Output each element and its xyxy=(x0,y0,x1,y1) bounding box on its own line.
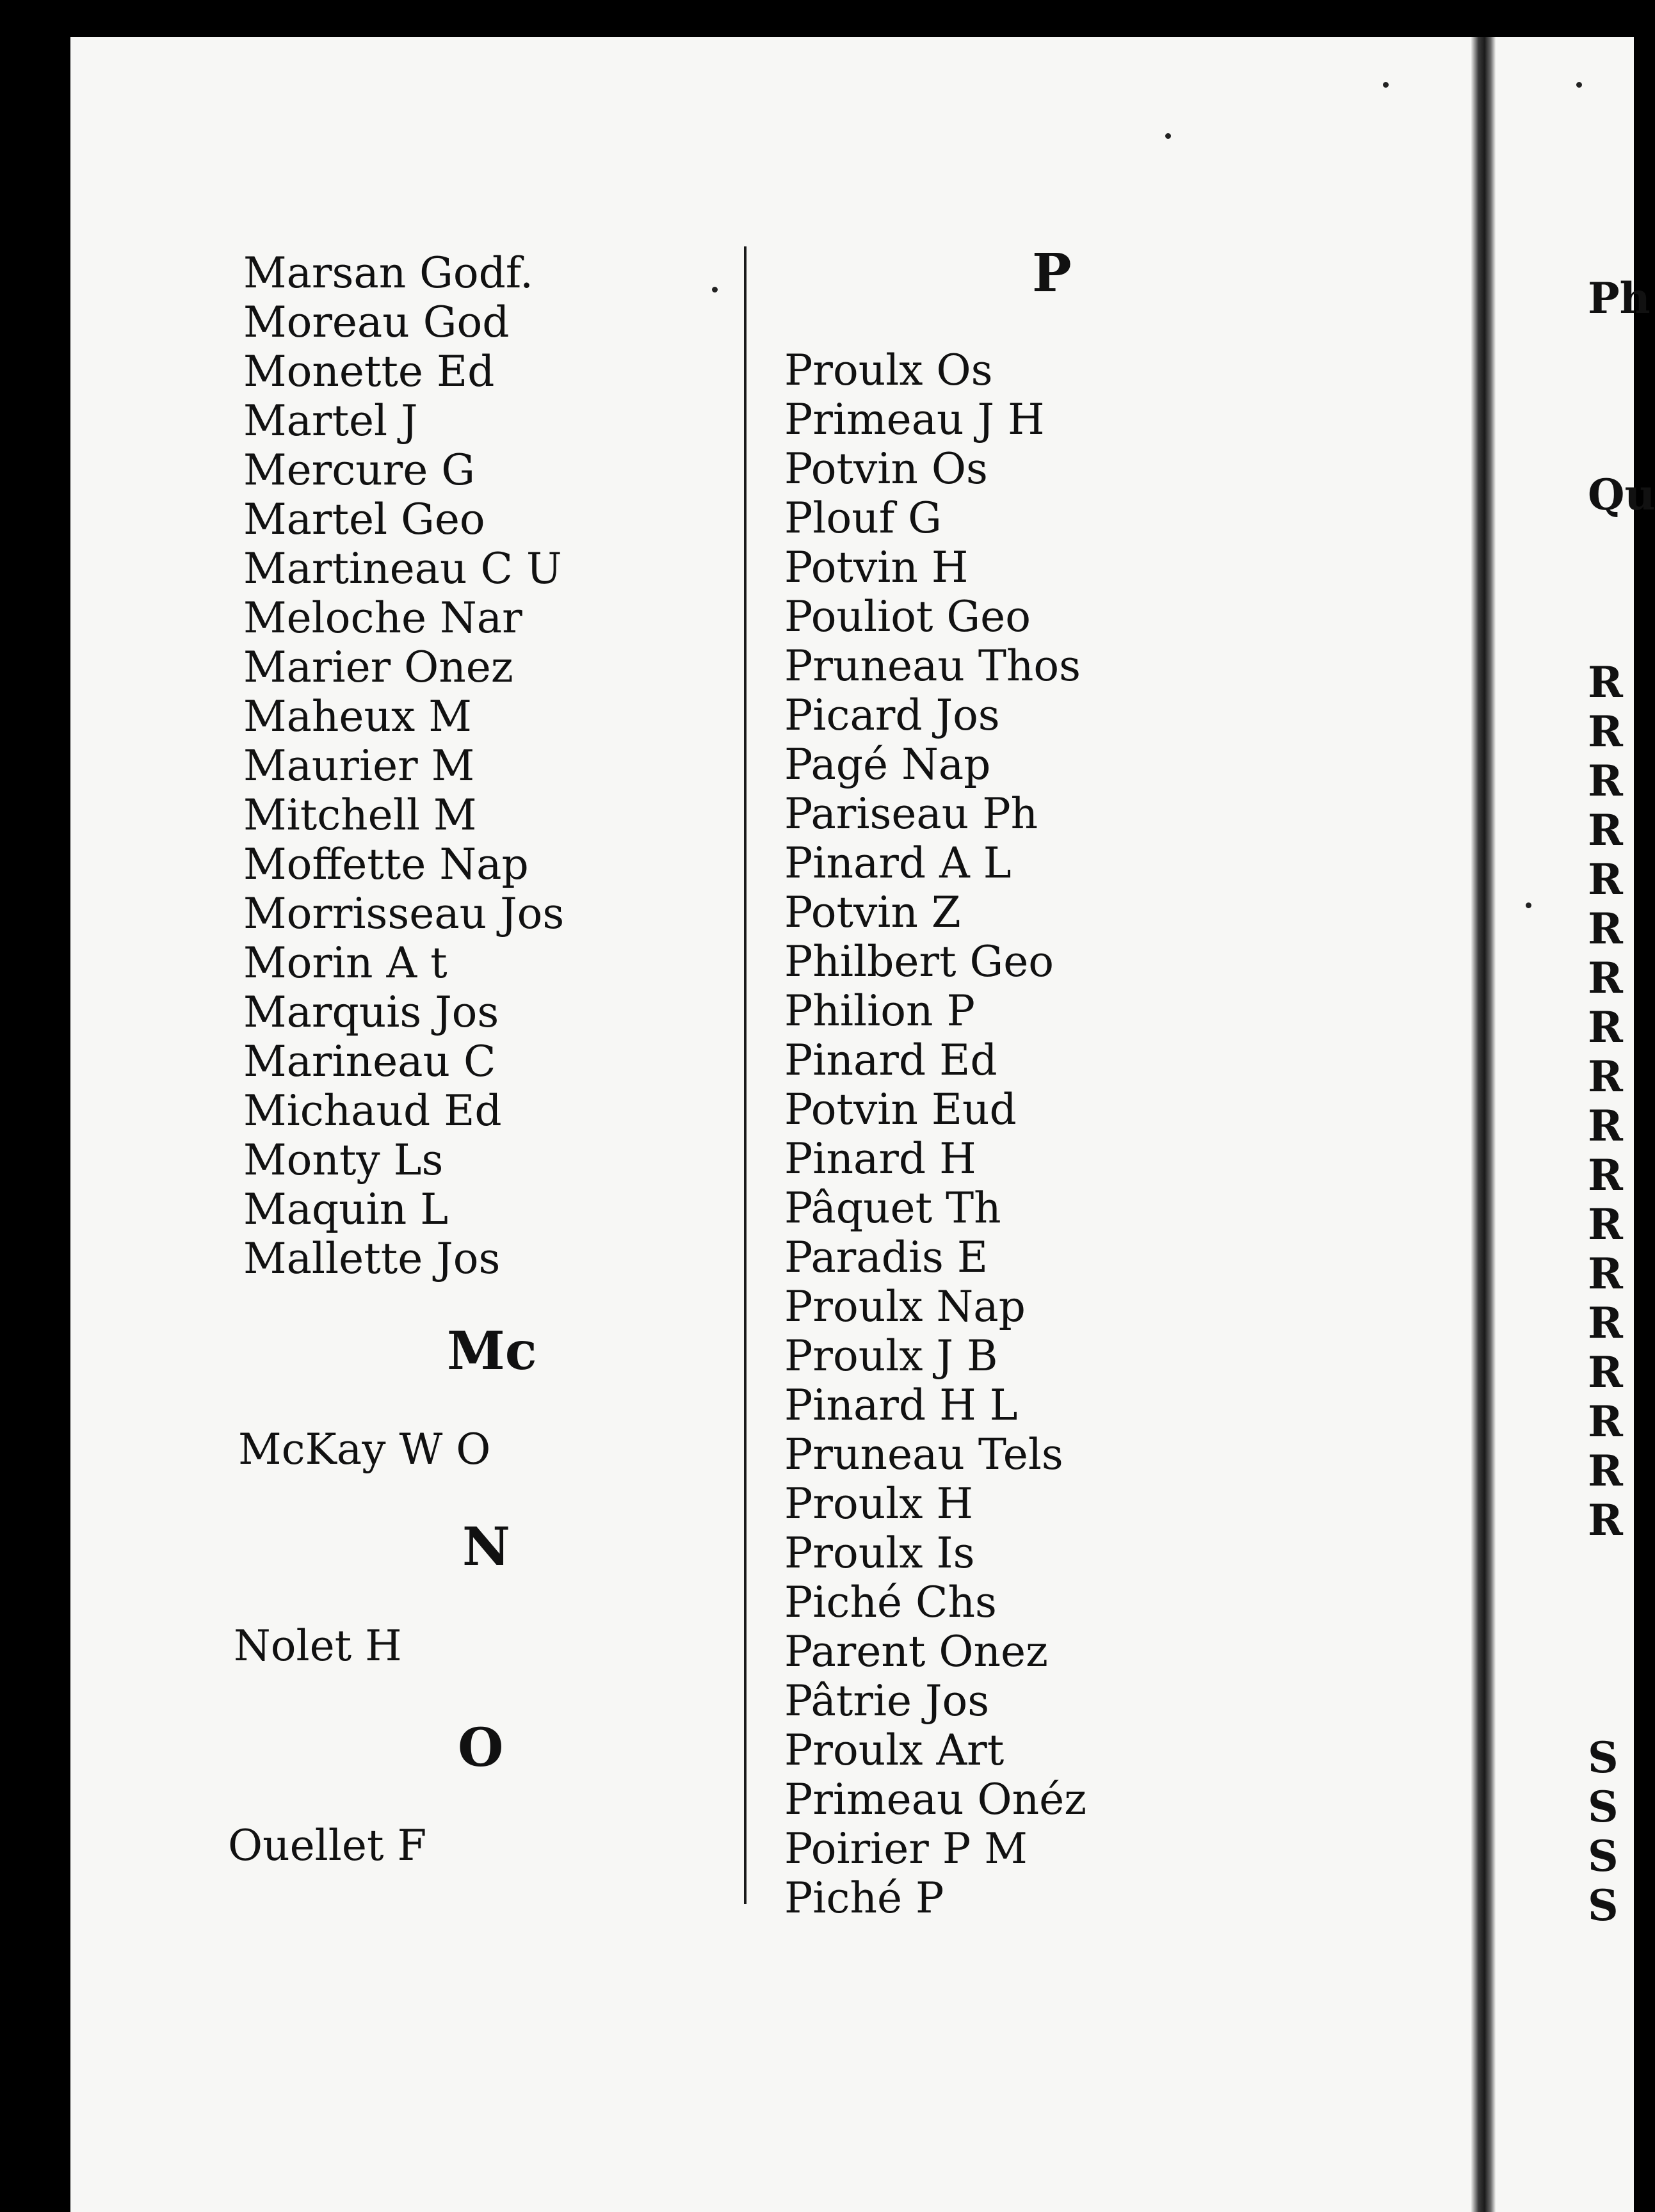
fragment: R xyxy=(1588,1052,1623,1102)
name-entry: Pinard H xyxy=(784,1134,976,1183)
name-entry: Proulx Is xyxy=(784,1528,975,1578)
name-entry: Pâtrie Jos xyxy=(784,1676,990,1726)
name-entry: Proulx Nap xyxy=(784,1282,1026,1331)
fragment: R xyxy=(1588,805,1623,855)
name-entry: Marier Onez xyxy=(243,643,513,692)
name-entry: Primeau Onéz xyxy=(784,1775,1086,1824)
name-entry: Pinard A L xyxy=(784,838,1012,888)
name-entry: Meloche Nar xyxy=(243,593,522,643)
name-entry: Piché Chs xyxy=(784,1578,997,1627)
name-entry: Philbert Geo xyxy=(784,937,1054,986)
name-entry: Morin A t xyxy=(243,938,448,988)
name-entry: Monty Ls xyxy=(243,1135,444,1185)
name-entry: Paradis E xyxy=(784,1233,989,1282)
scan-speck xyxy=(1165,133,1171,139)
name-entry: Michaud Ed xyxy=(243,1086,502,1135)
name-entry: Proulx Art xyxy=(784,1726,1005,1775)
fragment: R xyxy=(1588,1298,1623,1348)
fragment: Ph xyxy=(1588,273,1651,323)
fragment: R xyxy=(1588,1249,1623,1299)
name-entry: Plouf G xyxy=(784,493,942,543)
fragment: S xyxy=(1588,1733,1619,1783)
name-entry: Potvin Eud xyxy=(784,1085,1017,1134)
name-entry: Primeau J H xyxy=(784,395,1045,444)
name-entry: Maquin L xyxy=(243,1185,449,1234)
name-entry: Pruneau Tels xyxy=(784,1430,1063,1479)
name-entry: McKay W O xyxy=(238,1425,491,1474)
name-entry: Pinard H L xyxy=(784,1381,1018,1430)
fragment: R xyxy=(1588,1347,1623,1397)
name-entry: Pruneau Thos xyxy=(784,641,1081,691)
fragment: R xyxy=(1588,1199,1623,1249)
name-entry: Ouellet F xyxy=(228,1821,427,1870)
m-names-list xyxy=(243,248,564,1283)
scan-speck xyxy=(1576,82,1582,88)
fragment: R xyxy=(1588,854,1623,904)
name-entry: Moffette Nap xyxy=(243,840,529,889)
fragment: R xyxy=(1588,1101,1623,1151)
column-rule xyxy=(744,246,747,1904)
p-names-list xyxy=(784,346,1086,1923)
fragment: Qu xyxy=(1588,470,1655,520)
name-entry: Martel Geo xyxy=(243,495,485,544)
mc-names-list xyxy=(238,1425,490,1474)
fragment: R xyxy=(1588,1495,1623,1545)
fragment: S xyxy=(1588,1782,1619,1832)
name-entry: Proulx Os xyxy=(784,346,993,395)
name-entry: Martel J xyxy=(243,396,418,445)
name-entry: Martineau C U xyxy=(243,544,562,593)
name-entry: Pariseau Ph xyxy=(784,789,1038,838)
scan-speck xyxy=(712,287,718,293)
name-entry: Philion P xyxy=(784,986,975,1036)
page-fold xyxy=(1471,37,1496,2212)
fragment: S xyxy=(1588,1880,1619,1930)
n-names-list xyxy=(234,1621,402,1671)
name-entry: Marquis Jos xyxy=(243,988,499,1037)
name-entry: Parent Onez xyxy=(784,1627,1048,1676)
name-entry: Pinard Ed xyxy=(784,1036,997,1085)
name-entry: Potvin H xyxy=(784,543,969,592)
name-entry: Maurier M xyxy=(243,741,475,790)
fragment: R xyxy=(1588,1150,1623,1200)
name-entry: Maheux M xyxy=(243,692,472,741)
document-page xyxy=(70,37,1655,2212)
section-heading-mc: Mc xyxy=(447,1320,537,1382)
fragment: R xyxy=(1588,1002,1623,1052)
fragment: R xyxy=(1588,1446,1623,1496)
name-entry: Piché P xyxy=(784,1873,944,1923)
name-entry: Monette Ed xyxy=(243,347,495,396)
name-entry: Nolet H xyxy=(234,1621,402,1671)
name-entry: Marsan Godf. xyxy=(243,248,533,298)
name-entry: Pâquet Th xyxy=(784,1183,1001,1233)
name-entry: Poirier P M xyxy=(784,1824,1028,1873)
fragment: R xyxy=(1588,707,1623,757)
section-heading-n: N xyxy=(462,1516,510,1578)
fragment: R xyxy=(1588,953,1623,1003)
name-entry: Potvin Z xyxy=(784,888,961,937)
scan-speck xyxy=(1383,82,1389,88)
name-entry: Marineau C xyxy=(243,1037,496,1086)
section-heading-o: O xyxy=(458,1717,504,1779)
fragment: S xyxy=(1588,1831,1619,1881)
name-entry: Morrisseau Jos xyxy=(243,889,565,938)
next-page-top-fragments xyxy=(1588,274,1655,520)
name-entry: Pouliot Geo xyxy=(784,592,1031,641)
name-entry: Mercure G xyxy=(243,445,475,495)
name-entry: Moreau God xyxy=(243,298,510,347)
name-entry: Pagé Nap xyxy=(784,740,991,789)
name-entry: Picard Jos xyxy=(784,691,1000,740)
next-page-s-fragments xyxy=(1588,1733,1619,1930)
fragment: R xyxy=(1588,756,1623,806)
fragment: R xyxy=(1588,657,1623,707)
name-entry: Proulx J B xyxy=(784,1331,998,1381)
name-entry: Mitchell M xyxy=(243,790,477,840)
o-names-list xyxy=(228,1821,426,1870)
name-entry: Mallette Jos xyxy=(243,1234,501,1283)
next-page-r-fragments xyxy=(1588,658,1623,1545)
scan-speck xyxy=(1526,902,1531,908)
fragment: R xyxy=(1588,904,1623,954)
name-entry: Proulx H xyxy=(784,1479,974,1528)
section-heading-p: P xyxy=(1032,243,1072,304)
fragment: R xyxy=(1588,1397,1623,1447)
name-entry: Potvin Os xyxy=(784,444,988,493)
